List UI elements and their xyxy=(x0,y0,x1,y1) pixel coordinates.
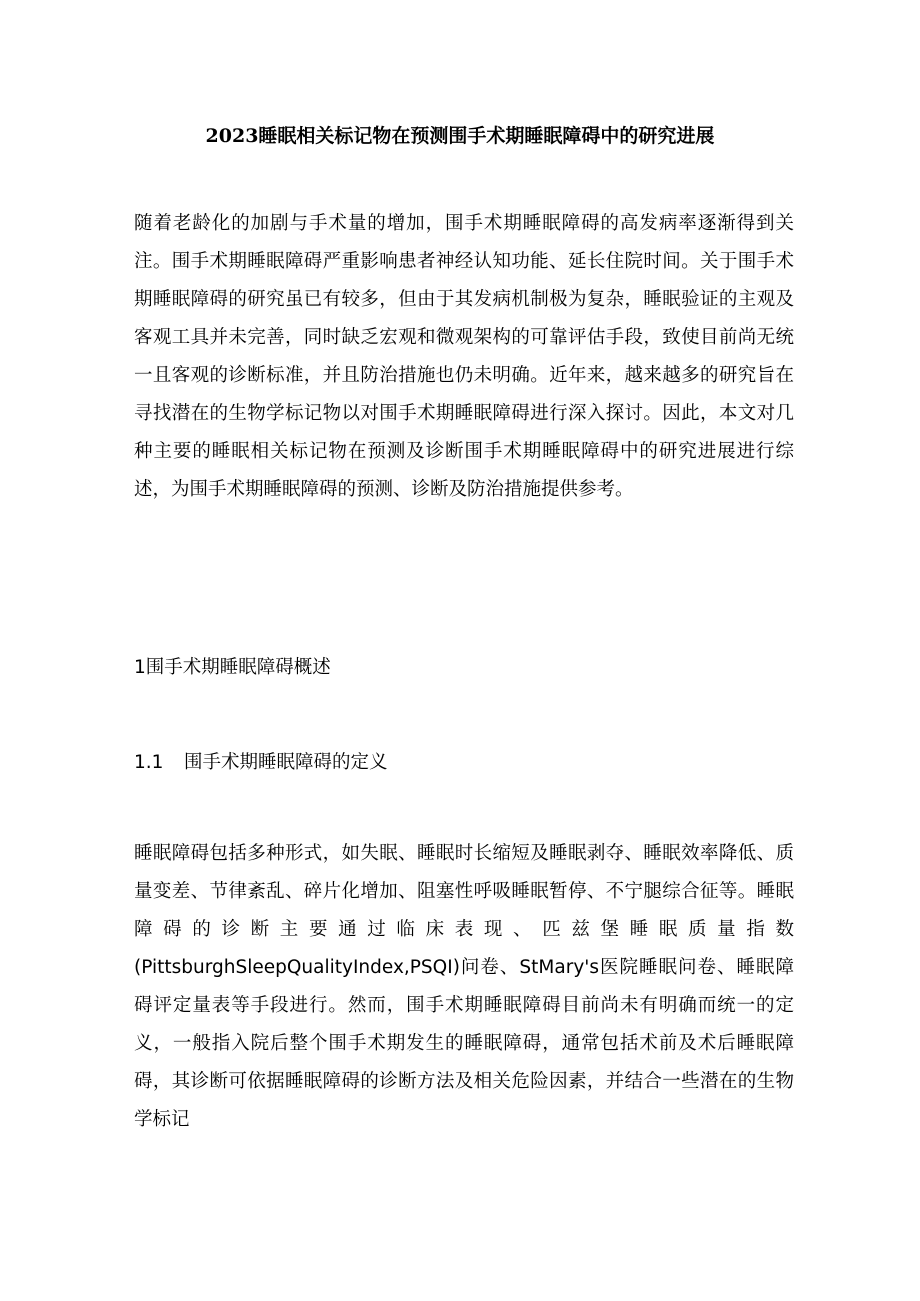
section-1-1-paragraph: 睡眠障碍包括多种形式，如失眠、睡眠时长缩短及睡眠剥夺、睡眠效率降低、质量变差、节律紊乱、碎片化增加、阻塞性呼吸睡眠暂停、不宁腿综合征等。睡眠障碍的诊断主要通过临床表现、匹兹堡睡眠质量指数(PittsburghSleepQualityIndex,PSQI)问卷、StMary's医院睡眠问卷、睡眠障碍评定量表等手段进行。然而，围手术期睡眠障碍目前尚未有明确而统一的定义，一般指入院后整个围手术期发生的睡眠障碍，通常包括术前及术后睡眠障碍，其诊断可依据睡眠障碍的诊断方法及相关危险因素，并结合一些潜在的生物学标记 xyxy=(134,843,794,1130)
document-title: 2023睡眠相关标记物在预测围手术期睡眠障碍中的研究进展 xyxy=(205,125,715,147)
section-1-1-title: 围手术期睡眠障碍的定义 xyxy=(184,752,388,773)
section-1-1-number: 1.1 xyxy=(134,752,164,773)
section-1-1-heading xyxy=(134,748,388,778)
intro-paragraph: 随着老龄化的加剧与手术量的增加，围手术期睡眠障碍的高发病率逐渐得到关注。围手术期睡眠障碍严重影响患者神经认知功能、延长住院时间。关于围手术期睡眠障碍的研究虽已有较多，但由于其发病机制极为复杂，睡眠验证的主观及客观工具并未完善，同时缺乏宏观和微观架构的可靠评估手段，致使目前尚无统一且客观的诊断标准，并且防治措施也仍未明确。近年来，越来越多的研究旨在寻找潜在的生物学标记物以对围手术期睡眠障碍进行深入探讨。因此，本文对几种主要的睡眠相关标记物在预测及诊断围手术期睡眠障碍中的研究进展进行综述，为围手术期睡眠障碍的预测、诊断及防治措施提供参考。 xyxy=(134,213,794,500)
section-1-heading: 1围手术期睡眠障碍概述 xyxy=(134,657,331,678)
